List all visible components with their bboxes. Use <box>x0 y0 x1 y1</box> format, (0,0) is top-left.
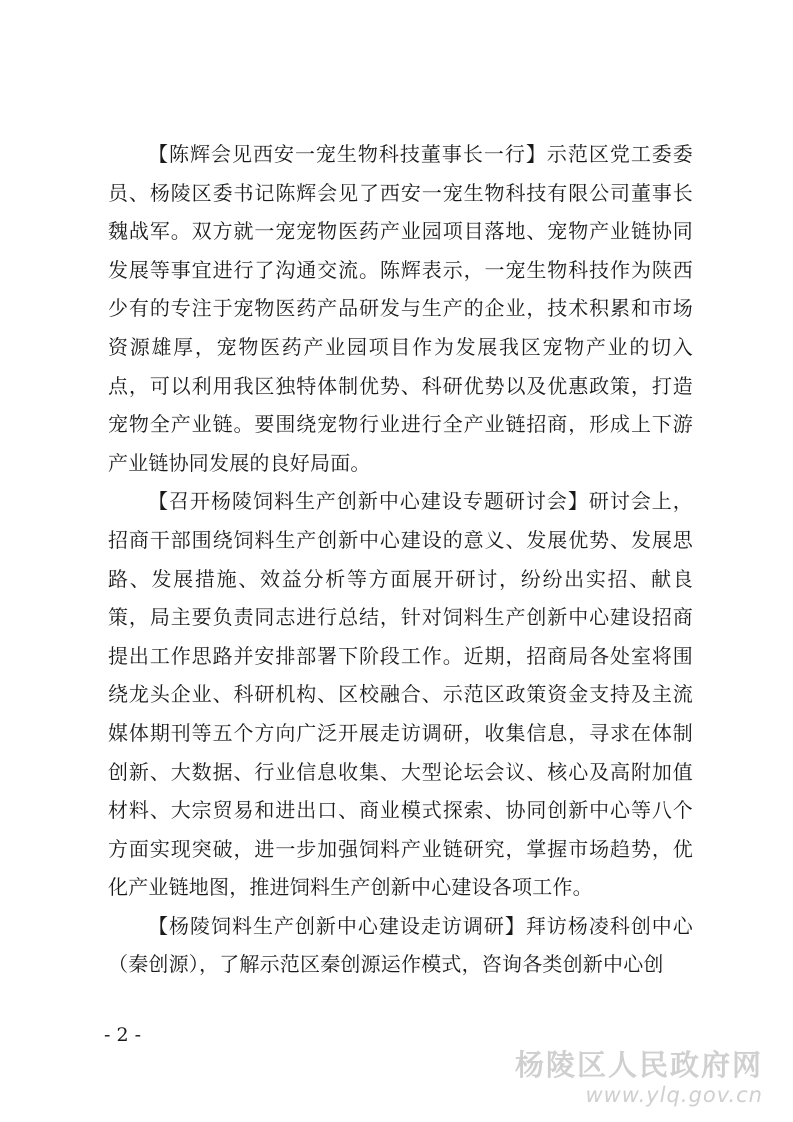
watermark-url: www.ylq.gov.cn <box>585 1083 763 1107</box>
watermark-title: 杨陵区人民政府网 <box>514 1048 763 1082</box>
paragraph-feed-seminar: 【召开杨陵饲料生产创新中心建设专题研讨会】研讨会上，招商干部围绕饲料生产创新中心建设的意义、发展优势、发展思路、发展措施、效益分析等方面展开研讨，纷纷出实招、献良策，局主要负责同志进行总结，针对饲料生产创新中心建设招商提出工作思路并安排部署下阶段工作。近期，招商局各处室将围绕龙头企业、科研机构、区校融合、示范区政策资金支持及主流媒体期刊等五个方向广泛开展走访调研，收集信息，寻求在体制创新、大数据、行业信息收集、大型论坛会议、核心及高附加值材料、大宗贸易和进出口、商业模式探索、协同创新中心等八个方面实现突破，进一步加强饲料产业链研究，掌握市场趋势，优化产业链地图，推进饲料生产创新中心建设各项工作。 <box>108 489 693 900</box>
paragraph-feed-visit: 【杨陵饲料生产创新中心建设走访调研】拜访杨凌科创中心（秦创源），了解示范区秦创源运作模式，咨询各类创新中心创 <box>108 913 693 977</box>
document-body <box>108 135 693 984</box>
site-watermark <box>515 1048 763 1108</box>
paragraph-chen-hui-meeting: 【陈辉会见西安一宠生物科技董事长一行】示范区党工委委员、杨陵区委书记陈辉会见了西安一宠生物科技有限公司董事长魏战军。双方就一宠宠物医药产业园项目落地、宠物产业链协同发展等事宜进行了沟通交流。陈辉表示，一宠生物科技作为陕西少有的专注于宠物医药产品研发与生产的企业，技术积累和市场资源雄厚，宠物医药产业园项目作为发展我区宠物产业的切入点，可以利用我区独特体制优势、科研优势以及优惠政策，打造宠物全产业链。要围绕宠物行业进行全产业链招商，形成上下游产业链协同发展的良好局面。 <box>108 142 693 475</box>
page-number: - 2 - <box>104 1024 142 1046</box>
